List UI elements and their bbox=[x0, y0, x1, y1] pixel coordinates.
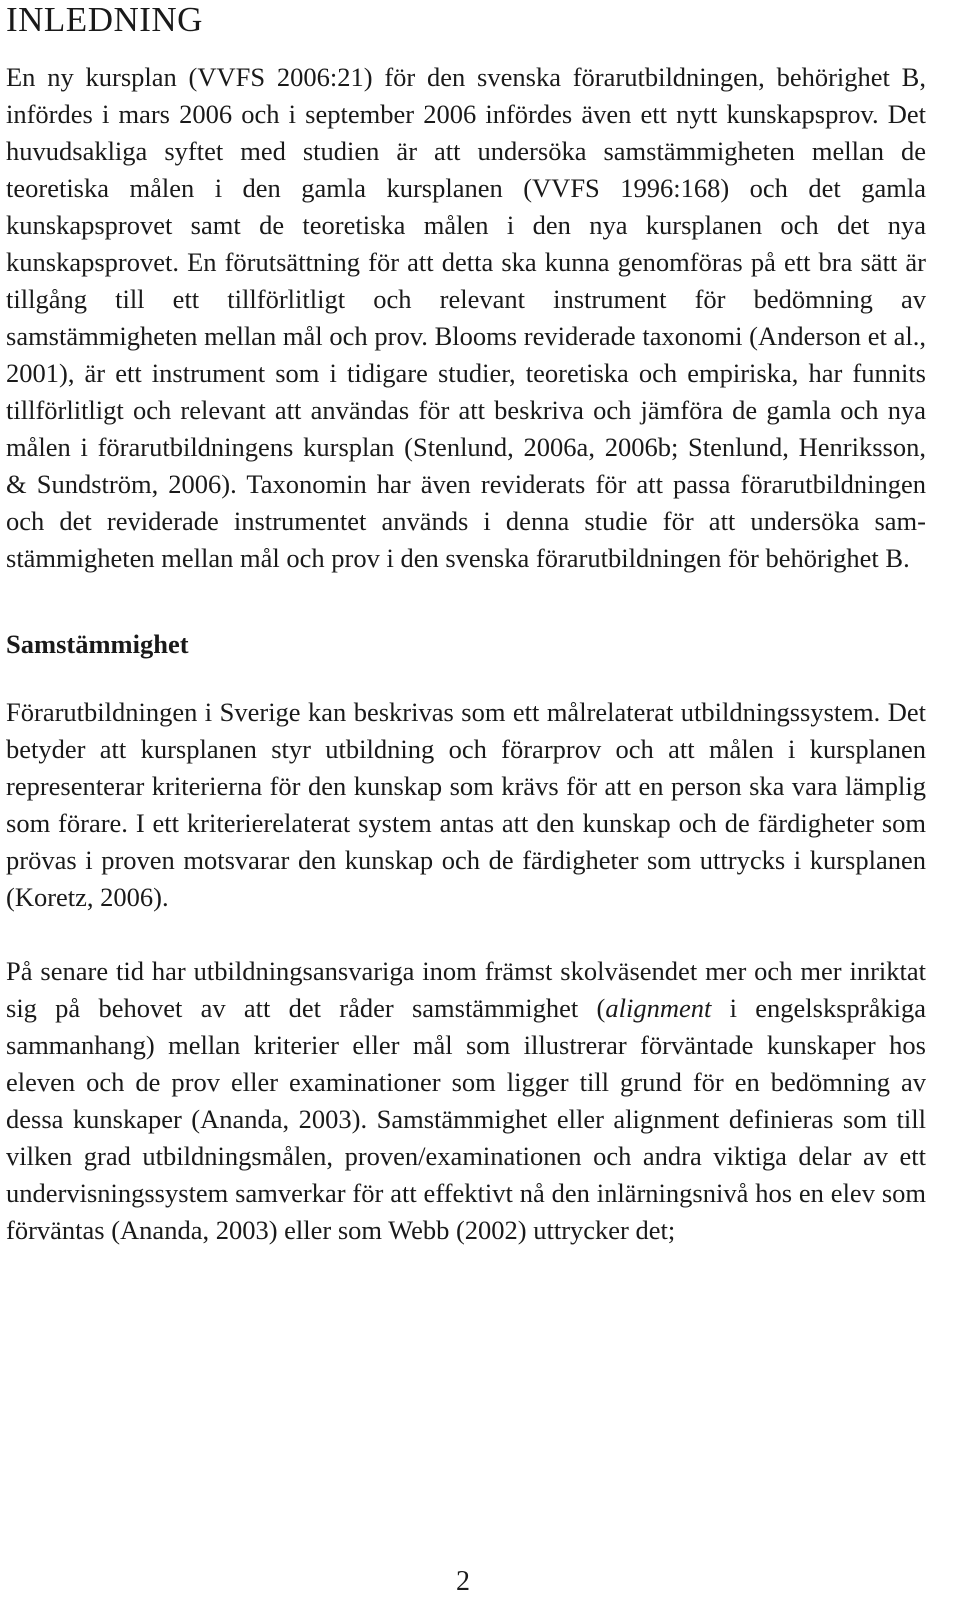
document-page bbox=[6, 0, 926, 1249]
page-number: 2 bbox=[456, 1566, 470, 1597]
paragraph-text-start: På senare tid har utbildningsansvariga inom främst skolväsendet mer och mer inriktat sig på behovet av att det råder samstämmighet ( bbox=[6, 956, 926, 1023]
intro-paragraph: En ny kursplan (VVFS 2006:21) för den svenska förarutbildningen, behörighet B, infördes i mars 2006 och i september 2006 infördes även ett nytt kunskapsprov. Det huvudsakliga syftet med studien är att undersöka samstämmigheten mellan de teoretiska målen i den gamla kursplanen (VVFS 1996:168) och det gamla kunskapsprovet samt de teoretiska målen i den nya kursplanen och det nya kunskapsprovet. En förutsättning för att detta ska kunna genomföras på ett bra sätt är tillgång till ett tillförlitligt och relevant instrument för bedömning av samstämmigheten mellan mål och prov. Blooms reviderade taxonomi (Anderson et al., 2001), är ett instrument som i tidigare studier, teoretiska och empiriska, har funnits tillförlitligt och relevant att användas för att beskriva och jämföra de gamla och nya målen i förarutbildningens kursplan (Stenlund, 2006a, 2006b; Stenlund, Henriksson, & Sundström, 2006). Taxonomin har även reviderats för att passa förarutbildningen och det reviderade instrumentet används i denna studie för att undersöka samstämmigheten mellan mål och prov i den svenska förarutbildningen för behörighet B. bbox=[6, 62, 926, 573]
italic-term: alignment bbox=[605, 993, 712, 1023]
section-heading: Samstämmighet bbox=[6, 629, 189, 659]
section-paragraph-1: Förarutbildningen i Sverige kan beskrivas som ett målrelaterat utbildningssystem. Det betyder att kursplanen styr utbildning och förarprov och att målen i kursplanen representerar kriterierna för den kunskap som krävs för att en person ska vara lämplig som förare. I ett kriterierelaterat system antas att den kunskap och de färdigheter som prövas i proven motsvarar den kunskap och de färdigheter som uttrycks i kursplanen (Koretz, 2006). bbox=[6, 697, 926, 912]
section-paragraph-2 bbox=[6, 953, 926, 1249]
chapter-heading: INLEDNING bbox=[6, 0, 203, 39]
paragraph-text-end: i engelskspråkiga sammanhang) mellan kriterier eller mål som illustrerar förväntade kunskaper hos eleven och de prov eller examinationer som ligger till grund för en bedömning av dessa kunskaper (Ananda, 2003). Samstämmighet eller alignment definieras som till vilken grad utbildningsmålen, proven/examinationen och andra viktiga delar av ett undervisningssystem samverkar för att effektivt nå den inlärningsnivå hos en elev som förväntas (Ananda, 2003) eller som Webb (2002) uttrycker det; bbox=[6, 993, 926, 1245]
